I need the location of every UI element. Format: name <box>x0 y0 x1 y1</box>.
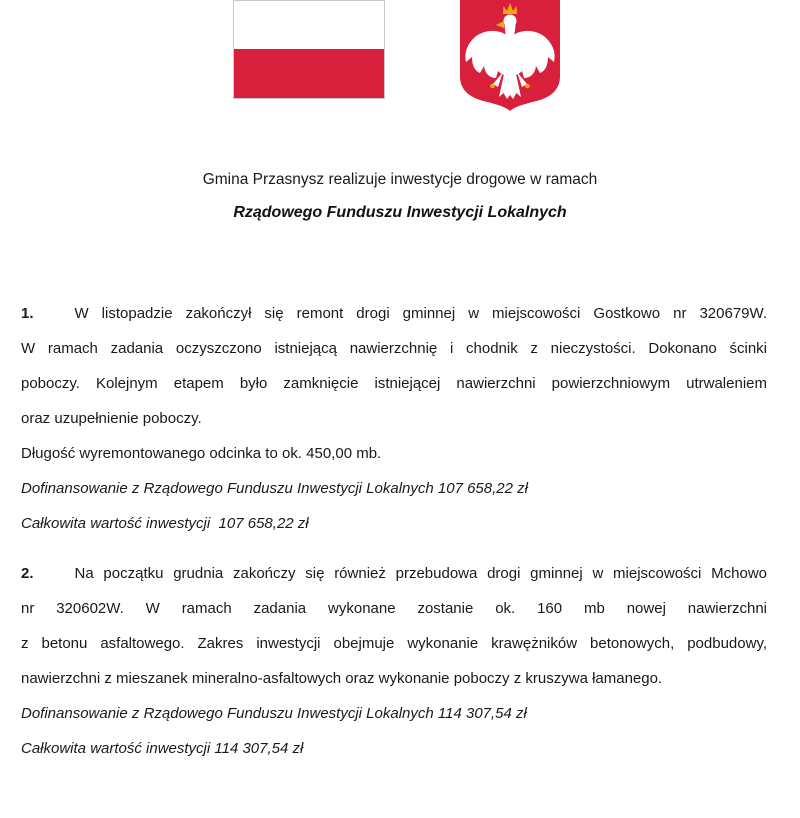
flag-red-stripe <box>234 49 384 98</box>
list-number: 1. <box>21 305 34 322</box>
paragraph-text: Na początku grudnia zakończy się również przebudowa drogi gminnej w miejscowości Mchowo <box>74 565 767 582</box>
paragraph-line: nawierzchni z mieszanek mineralno-asfaltowych oraz wykonanie poboczy z kruszywa łamanego. <box>21 670 663 687</box>
paragraph-line: Długość wyremontowanego odcinka to ok. 450,00 mb. <box>21 445 382 462</box>
funding-line: Dofinansowanie z Rządowego Funduszu Inwestycji Lokalnych 107 658,22 zł <box>21 480 528 497</box>
section-1 <box>21 296 767 541</box>
flag-white-stripe <box>234 1 384 49</box>
funding-line: Dofinansowanie z Rządowego Funduszu Inwestycji Lokalnych 114 307,54 zł <box>21 705 527 722</box>
title-line-2: Rządowego Funduszu Inwestycji Lokalnych <box>233 204 567 221</box>
poland-coat-of-arms-icon <box>458 0 562 112</box>
paragraph-line <box>21 296 767 331</box>
total-value-line: Całkowita wartość inwestycji 114 307,54 zł <box>21 740 304 757</box>
paragraph-line: poboczy. Kolejnym etapem było zamknięcie istniejącej nawierzchni powierzchniowym utrwaleniem <box>21 375 767 392</box>
total-value-line: Całkowita wartość inwestycji 107 658,22 zł <box>21 515 309 532</box>
title-line-1: Gmina Przasnysz realizuje inwestycje drogowe w ramach <box>202 171 598 188</box>
paragraph-line: z betonu asfaltowego. Zakres inwestycji obejmuje wykonanie krawężników betonowych, podbudowy, <box>21 635 767 652</box>
paragraph-line: oraz uzupełnienie poboczy. <box>21 410 202 427</box>
paragraph-line: nr 320602W. W ramach zadania wykonane zostanie ok. 160 mb nowej nawierzchni <box>21 600 767 617</box>
paragraph-line: W ramach zadania oczyszczono istniejącą nawierzchnię i chodnik z nieczystości. Dokonano ścinki <box>21 340 767 357</box>
document-title <box>0 171 800 222</box>
poland-flag-icon <box>233 0 385 99</box>
list-number: 2. <box>21 565 34 582</box>
paragraph-line <box>21 556 767 591</box>
section-2 <box>21 556 767 766</box>
paragraph-text: W listopadzie zakończył się remont drogi gminnej w miejscowości Gostkowo nr 320679W. <box>74 305 767 322</box>
